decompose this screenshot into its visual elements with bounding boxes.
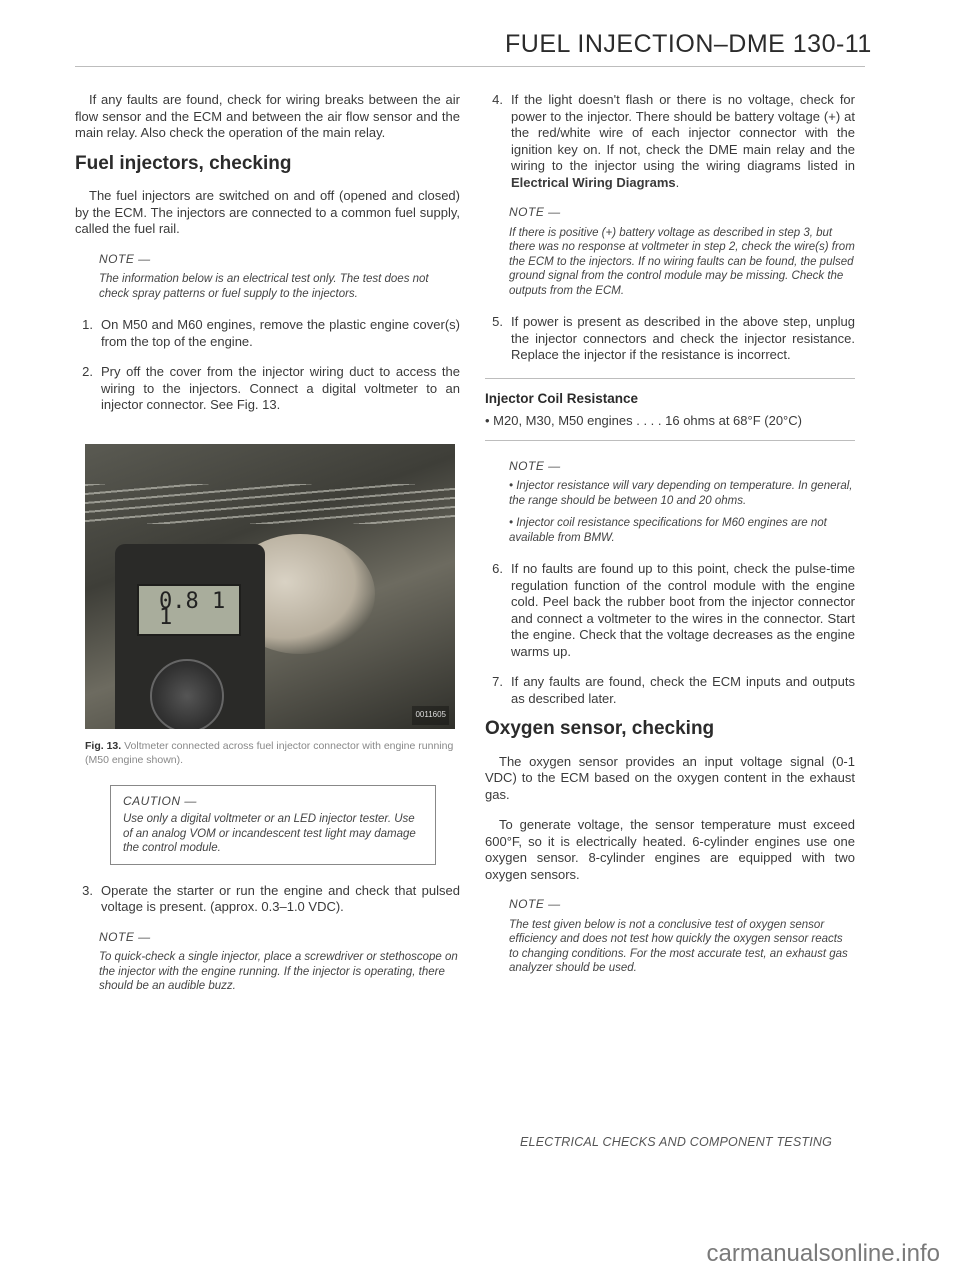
page-footer: ELECTRICAL CHECKS AND COMPONENT TESTING — [520, 1135, 833, 1149]
note-text: If there is positive (+) battery voltage as described in step 3, but there was no response at voltmeter in step 2, check the wire(s) from the ECM to the injectors. If no wiring faults can be found, the pulsed ground signal from the control module may be missing. Check the outputs from the ECM. — [509, 226, 855, 297]
note-electrical-test — [99, 252, 460, 302]
wiring-diagrams-reference: Electrical Wiring Diagrams — [511, 174, 676, 190]
note-label: NOTE — — [509, 897, 561, 911]
step-4-end: . — [675, 174, 680, 190]
step-text: If any faults are found, check the ECM inputs and outputs as described later. — [511, 674, 855, 706]
note-label: NOTE — — [99, 251, 151, 266]
note-text: The test given below is not a conclusive test of oxygen sensor efficiency and does not test how quickly the oxygen sensor reacts to changing conditions. For the most accurate test, an exhaust gas analyzer should be used. — [509, 918, 848, 974]
step-text: Pry off the cover from the injector wiring duct to access the wiring to the injectors. Connect a digital voltmeter to an injector connector. See Fig. 13. — [101, 364, 460, 412]
step-4-text: If the light doesn't flash or there is no voltage, check for power to the injector. There should be battery voltage (+) at the red/white wire of each injector connector with the ignition key on. If not, check the DME main relay and the wiring to the injector using the wiring diagrams listed in — [511, 92, 855, 173]
step-3 — [75, 883, 460, 916]
step-text: Operate the starter or run the engine and check that pulsed voltage is present. (approx. 0.3–1.0 VDC). — [101, 882, 460, 914]
step-6 — [485, 561, 855, 660]
figure-number: Fig. 13. — [85, 739, 122, 752]
step-number: 1. — [82, 317, 93, 332]
step-text: On M50 and M60 engines, remove the plastic engine cover(s) from the top of the engine. — [101, 317, 460, 349]
note-text: • Injector coil resistance specifications for M60 engines are not available from BMW. — [509, 517, 827, 544]
step-number: 2. — [82, 364, 93, 379]
step-number: 7. — [492, 674, 503, 689]
section-heading-fuel-injectors: Fuel injectors, checking — [75, 152, 292, 174]
photo-wires — [85, 484, 455, 524]
caution-box — [110, 785, 436, 865]
note-text: • Injector resistance will vary depending on temperature. In general, the range should be between 10 and 20 ohms. — [509, 480, 853, 507]
spec-title: Injector Coil Resistance — [485, 390, 639, 406]
step-text — [511, 92, 855, 191]
photo-code: 0011605 — [412, 706, 449, 725]
voltmeter-display — [137, 584, 241, 636]
voltmeter-reading: 0.8 1 1 — [159, 588, 226, 630]
right-column — [485, 92, 855, 992]
note-battery-voltage — [509, 205, 855, 298]
intro-paragraph: If any faults are found, check for wiring breaks between the air flow sensor and the ECM and between the air flow sensor and the main relay. Also check the operation of the main relay. — [75, 92, 460, 140]
spec-row: • M20, M30, M50 engines . . . . 16 ohms at 68°F (20°C) — [485, 413, 802, 428]
step-number: 5. — [492, 314, 503, 329]
step-text: If power is present as described in the above step, unplug the injector connectors and check the injector resistance. Replace the injector if the resistance is incorrect. — [511, 314, 855, 362]
watermark: carmanualsonline.info — [706, 1240, 940, 1267]
spec-rule-bottom — [485, 440, 855, 441]
step-number: 3. — [82, 882, 93, 898]
step-1 — [75, 317, 460, 350]
voltmeter-dial — [150, 659, 224, 729]
note-label: NOTE — — [509, 458, 561, 473]
fuel-injectors-paragraph: The fuel injectors are switched on and off (opened and closed) by the ECM. The injectors are connected to a common fuel supply, called the fuel rail. — [75, 188, 460, 236]
caption-text: Voltmeter connected across fuel injector connector with engine running (M50 engine shown). — [85, 739, 454, 766]
photo-voltmeter — [115, 544, 265, 729]
figure-13-caption — [85, 739, 460, 767]
caution-label: CAUTION — — [123, 793, 197, 808]
step-5 — [485, 314, 855, 364]
header-rule — [75, 66, 865, 67]
note-quick-check — [99, 930, 460, 994]
page-header-title: FUEL INJECTION–DME 130-11 — [505, 30, 872, 58]
note-text: To quick-check a single injector, place a screwdriver or stethoscope on the injector with the engine running. If the injector is operating, there should be an audible buzz. — [99, 951, 458, 992]
note-oxygen-test — [509, 897, 855, 976]
step-4 — [485, 92, 855, 191]
note-label: NOTE — — [99, 929, 151, 944]
figure-13-photo — [85, 444, 455, 729]
note-text: The information below is an electrical test only. The test does not check spray patterns or fuel supply to the injectors. — [99, 273, 429, 300]
step-text: If no faults are found up to this point, check the pulse-time regulation function of the control module with the engine cold. Peel back the rubber boot from the injector connector and connect a voltmeter to the wires in the connector. Start the engine. Check that the voltage decreases as the engine warms up. — [511, 561, 855, 659]
oxygen-sensor-paragraph-2: To generate voltage, the sensor temperature must exceed 600°F, so it is electrically heated. 6-cylinder engines use one oxygen sensor. 8-cylinder engines are equipped with two oxygen sensors. — [485, 817, 855, 882]
caution-text: Use only a digital voltmeter or an LED injector tester. Use of an analog VOM or incandescent test light may damage the control module. — [123, 813, 416, 854]
step-number: 4. — [492, 92, 503, 107]
left-column — [75, 92, 460, 1010]
note-resistance — [509, 459, 855, 546]
spec-rule-top — [485, 378, 855, 379]
step-2 — [75, 364, 460, 414]
section-heading-oxygen-sensor: Oxygen sensor, checking — [485, 718, 715, 739]
note-label: NOTE — — [509, 205, 561, 219]
step-number: 6. — [492, 561, 503, 576]
oxygen-sensor-paragraph-1: The oxygen sensor provides an input voltage signal (0-1 VDC) to the ECM based on the oxygen content in the exhaust gas. — [485, 753, 855, 802]
step-7 — [485, 674, 855, 707]
